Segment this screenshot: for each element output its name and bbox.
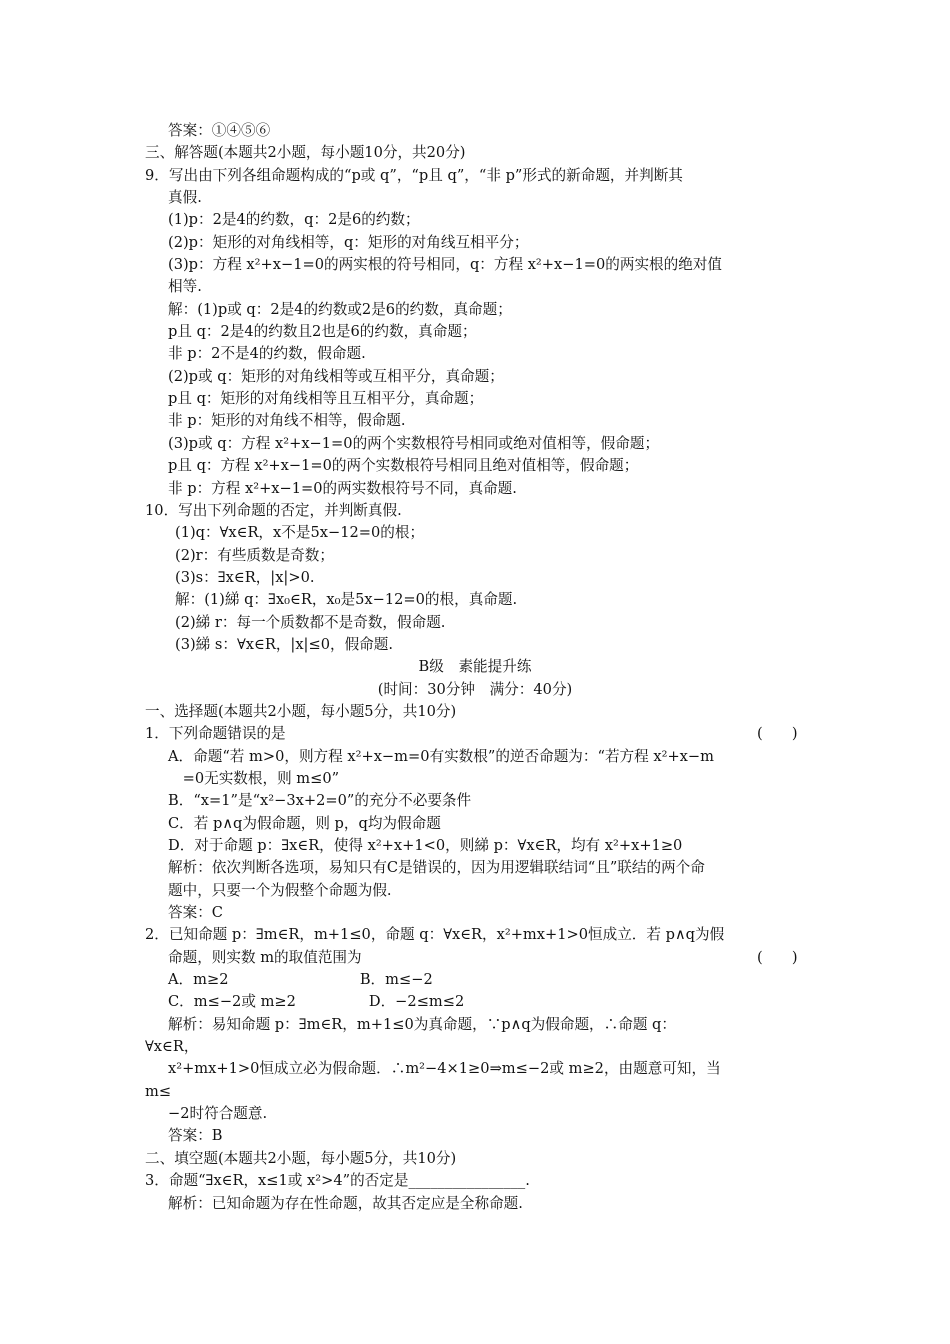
text-line: 真假.: [168, 189, 202, 207]
option-line: C．若 p∧q为假命题，则 p，q均为假命题: [168, 814, 441, 832]
text-line: p且 q：方程 x²+x−1=0的两个实数根符号相同且绝对值相等，假命题；: [168, 457, 639, 475]
option-line: =0无实数根，则 m≤0”: [168, 769, 340, 787]
text-line: 答案：①④⑤⑥: [168, 122, 271, 139]
text-line: 非 p：矩形的对角线不相等，假命题.: [168, 412, 406, 430]
text-line: 非 p：2不是4的约数，假命题.: [168, 345, 366, 363]
document-page: [0, 120, 950, 1215]
text-line: (1)q：∀x∈R，x不是5x−12=0的根；: [175, 524, 425, 542]
option-line: D．对于命题 p：∃x∈R，使得 x²+x+1<0，则綈 p：∀x∈R，均有 x²+x+1≥0: [168, 837, 683, 854]
text-line: x²+mx+1>0恒成立必为假命题．∴m²−4×1≥0⇒m≤−2或 m≥2，由题意可知，当: [168, 1060, 721, 1078]
question-line: 3．命题“∃x∈R，x≤1或 x²>4”的否定是________________.: [145, 1172, 530, 1190]
section-heading: 一、选择题(本题共2小题，每小题5分，共10分): [145, 702, 457, 720]
option-line: C．m≤−2或 m≥2 D．−2≤m≤2: [168, 993, 465, 1011]
time-score-note: (时间：30分钟 满分：40分): [377, 680, 573, 698]
text-line: 解：(1)p或 q：2是4的约数或2是6的约数，真命题；: [168, 300, 512, 318]
text-line: 题中，只要一个为假整个命题为假.: [168, 881, 392, 899]
option-line: B．“x=1”是“x²−3x+2=0”的充分不必要条件: [168, 792, 472, 810]
text-line: (2)綈 r：每一个质数都不是奇数，假命题.: [175, 613, 446, 631]
question-text: 命题，则实数 m的取值范围为: [168, 948, 362, 966]
answer-line: 答案：C: [168, 904, 223, 922]
section-heading: 三、解答题(本题共2小题，每小题10分，共20分): [145, 144, 466, 162]
text-line: 解析：依次判断各选项，易知只有C是错误的，因为用逻辑联结词“且”联结的两个命: [168, 859, 705, 877]
answer-bracket: ( ): [757, 725, 798, 743]
text-line: m≤: [145, 1082, 172, 1100]
option-line: A．m≥2 B．m≤−2: [168, 971, 433, 989]
text-line: (2)p或 q：矩形的对角线相等或互相平分，真命题；: [168, 367, 504, 385]
answer-bracket: ( ): [757, 948, 798, 966]
text-line: (3)p或 q：方程 x²+x−1=0的两个实数根符号相同或绝对值相等，假命题；: [168, 434, 660, 452]
text-line: (3)s：∃x∈R，|x|>0.: [175, 568, 315, 586]
question-line: 10．写出下列命题的否定，并判断真假.: [145, 501, 402, 519]
text-line: 解析：已知命题为存在性命题，故其否定应是全称命题.: [168, 1194, 523, 1212]
text-line: (2)p：矩形的对角线相等，q：矩形的对角线互相平分；: [168, 233, 529, 251]
question-line: 9．写出由下列各组命题构成的“p或 q”，“p且 q”，“非 p”形式的新命题，并判断其: [145, 166, 683, 184]
text-line: 非 p：方程 x²+x−1=0的两实数根符号不同，真命题.: [168, 479, 517, 497]
option-line: A．命题“若 m>0，则方程 x²+x−m=0有实数根”的逆否命题为：“若方程 x²+x−m: [168, 747, 714, 765]
text-line: p且 q：矩形的对角线相等且互相平分，真命题；: [168, 390, 484, 408]
question-line: 2．已知命题 p：∃m∈R，m+1≤0，命题 q：∀x∈R，x²+mx+1>0恒成立．若 p∧q为假: [145, 926, 725, 944]
text-line: −2时符合题意.: [168, 1105, 268, 1123]
text-line: (3)p：方程 x²+x−1=0的两实根的符号相同，q：方程 x²+x−1=0的两实根的绝对值: [168, 256, 723, 274]
question-text: 1．下列命题错误的是: [145, 725, 286, 743]
section-heading: 二、填空题(本题共2小题，每小题5分，共10分): [145, 1149, 457, 1167]
question-line: [0, 723, 950, 745]
text-line: 解：(1)綈 q：∃x₀∈R，x₀是5x−12=0的根，真命题.: [175, 591, 518, 609]
text-line: 相等.: [168, 278, 202, 296]
text-line: 解析：易知命题 p：∃m∈R，m+1≤0为真命题，∵p∧q为假命题，∴命题 q：: [168, 1015, 676, 1033]
level-heading: B级 素能提升练: [418, 658, 532, 676]
question-line: [0, 947, 950, 969]
text-line: p且 q：2是4的约数且2也是6的约数，真命题；: [168, 323, 477, 341]
text-line: (2)r：有些质数是奇数；: [175, 546, 334, 564]
text-line: ∀x∈R，: [145, 1038, 199, 1056]
text-line: (1)p：2是4的约数，q：2是6的约数；: [168, 211, 420, 229]
answer-line: 答案：B: [168, 1127, 223, 1145]
text-line: (3)綈 s：∀x∈R，|x|≤0，假命题.: [175, 635, 394, 653]
